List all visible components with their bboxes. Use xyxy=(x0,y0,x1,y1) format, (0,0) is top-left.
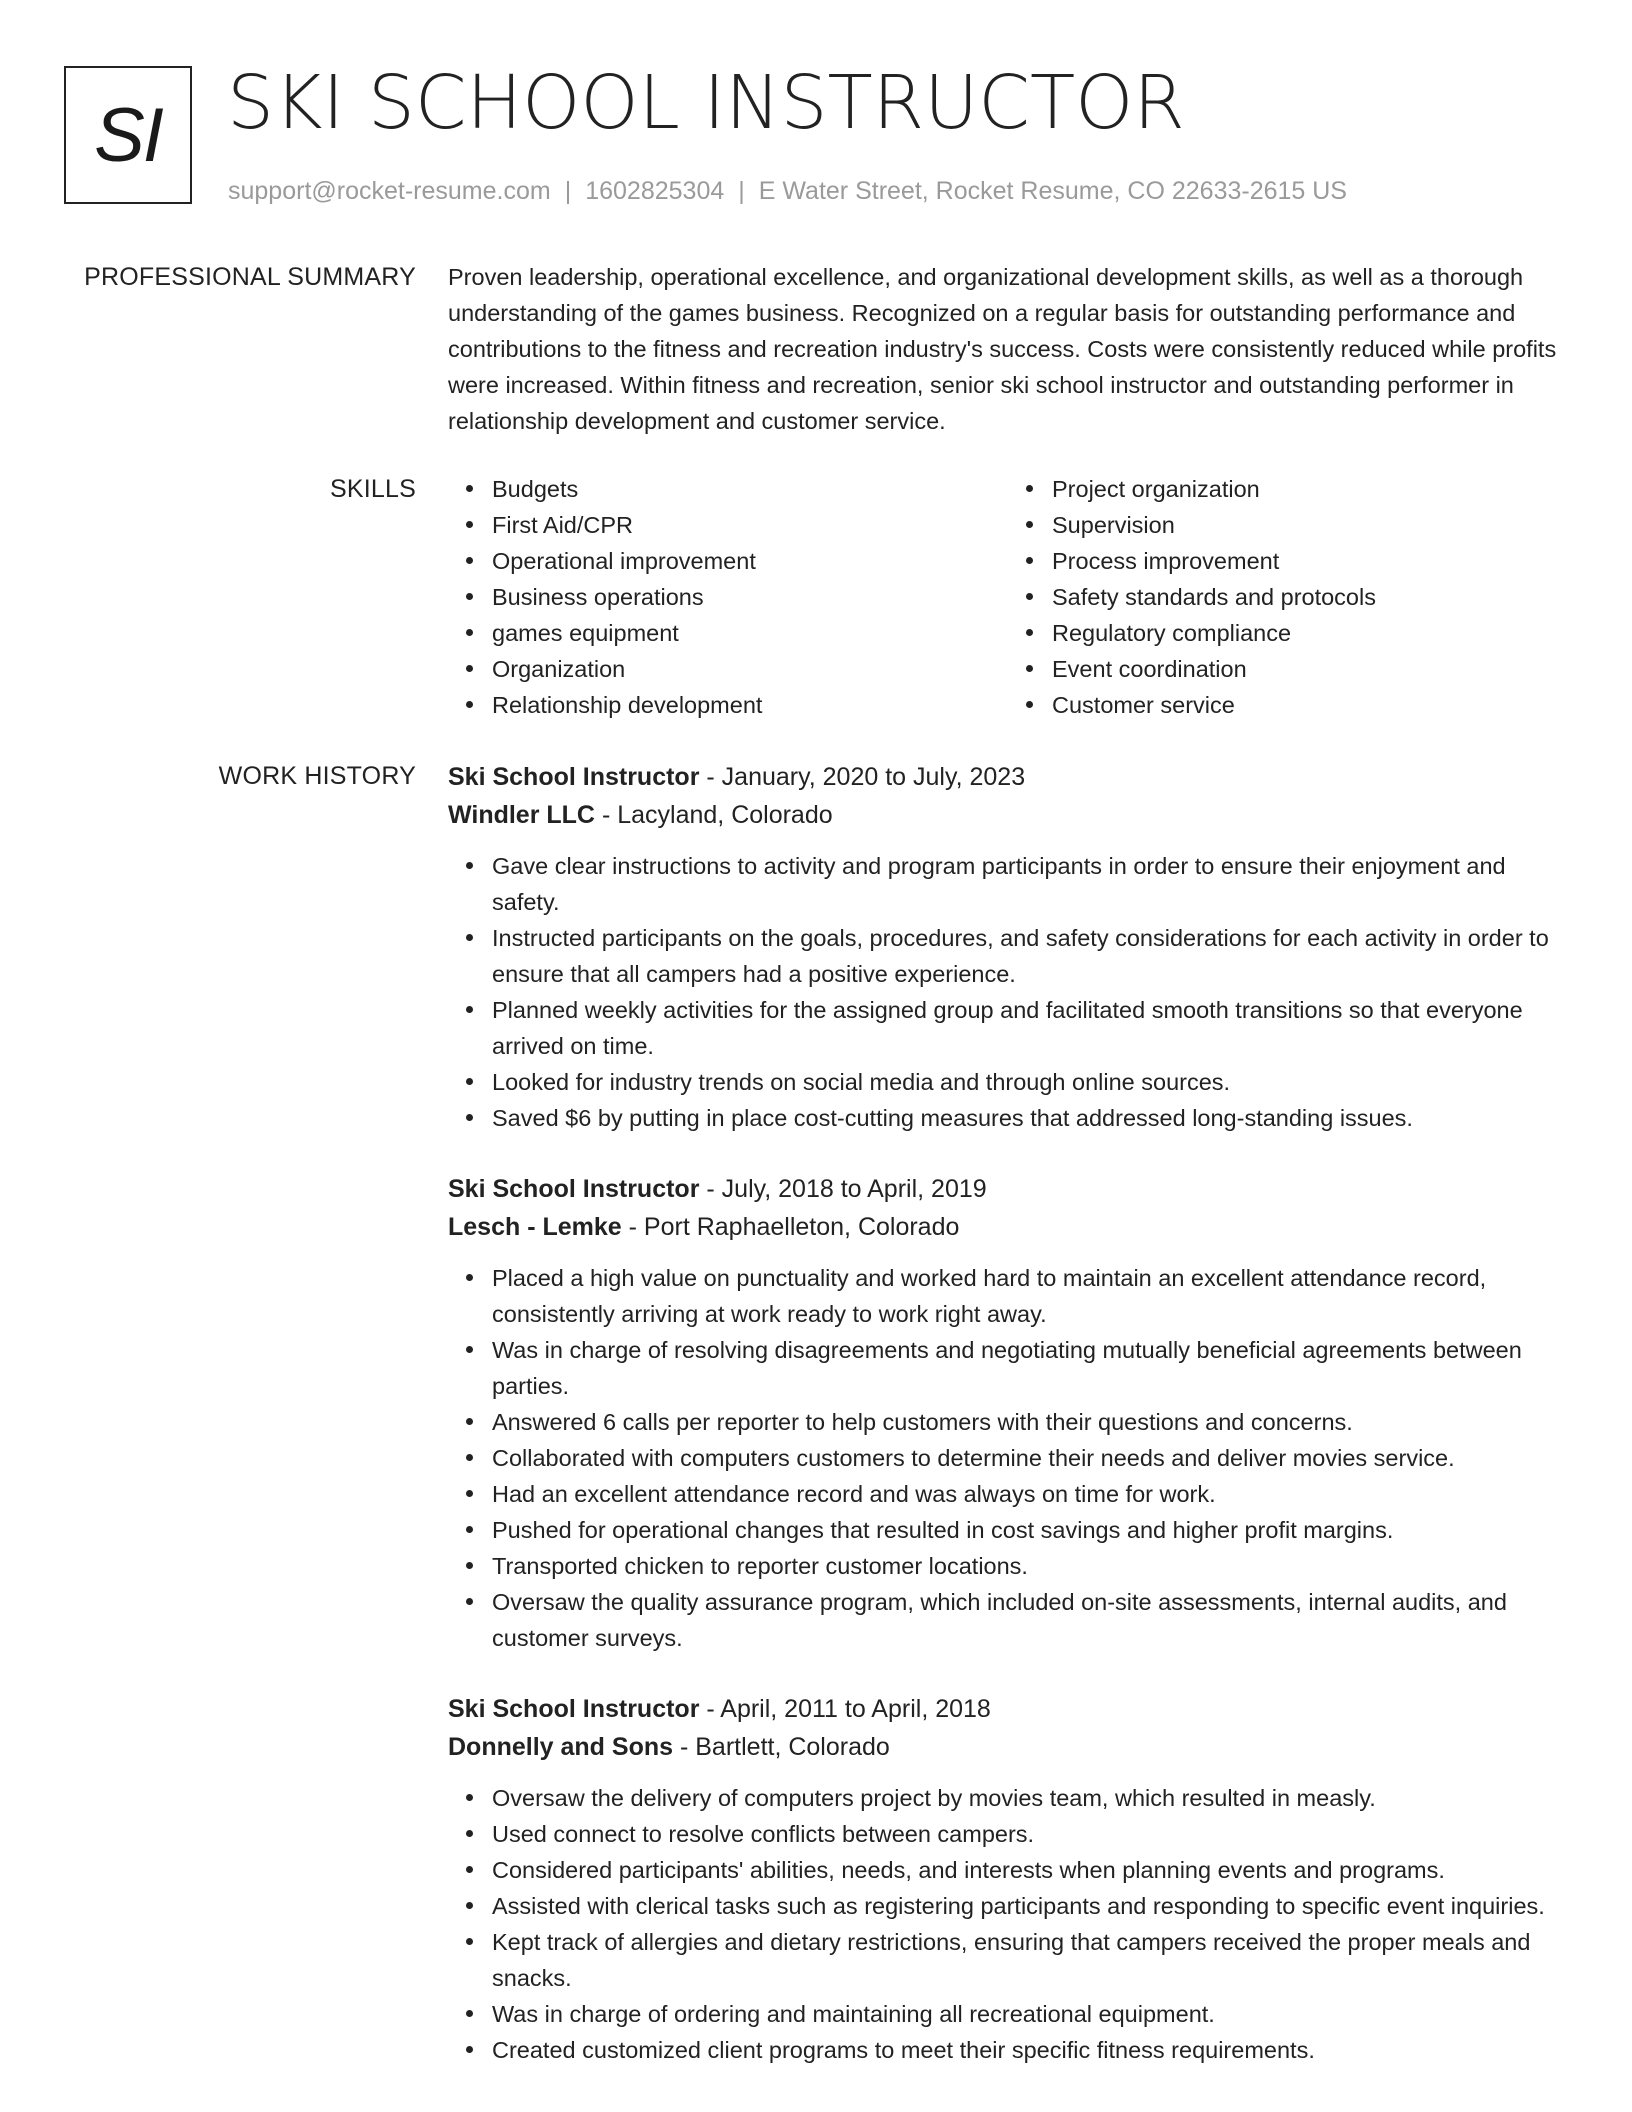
job-company-line xyxy=(448,1208,1568,1246)
skill-item: Customer service xyxy=(1052,687,1568,723)
job-bullet: Oversaw the quality assurance program, which included on-site assessments, internal audits, and customer surveys. xyxy=(492,1584,1568,1656)
contact-address: E Water Street, Rocket Resume, CO 22633-2615 US xyxy=(758,177,1347,205)
work-history-heading: WORK HISTORY xyxy=(218,762,416,790)
job-title-line xyxy=(448,1170,1568,1208)
job-company-line xyxy=(448,1728,1568,1766)
skill-item: Regulatory compliance xyxy=(1052,615,1568,651)
job-location: - Port Raphaelleton, Colorado xyxy=(628,1213,960,1241)
job-company-line xyxy=(448,796,1568,834)
summary-text: Proven leadership, operational excellence, and organizational development skills, as well as a thorough understanding of the games business. Recognized on a regular basis for outstanding performance and contributions to the fitness and recreation industry's success. Costs were consistently reduced while profits were increased. Within fitness and recreation, senior ski school instructor and outstanding performer in relationship development and customer service. xyxy=(448,264,1557,434)
job-bullet: Oversaw the delivery of computers project by movies team, which resulted in measly. xyxy=(492,1780,1568,1816)
skill-item: Relationship development xyxy=(492,687,1008,723)
skill-item: Process improvement xyxy=(1052,543,1568,579)
job-entry xyxy=(448,1690,1568,2068)
job-bullet: Placed a high value on punctuality and worked hard to maintain an excellent attendance record, consistently arriving at work ready to work right away. xyxy=(492,1260,1568,1332)
skills-columns xyxy=(448,471,1568,723)
job-bullet-list xyxy=(448,1260,1568,1656)
job-bullet: Planned weekly activities for the assigned group and facilitated smooth transitions so that everyone arrived on time. xyxy=(492,992,1568,1064)
job-bullet: Instructed participants on the goals, procedures, and safety considerations for each activity in order to ensure that all campers had a positive experience. xyxy=(492,920,1568,992)
job-bullet: Collaborated with computers customers to determine their needs and deliver movies service. xyxy=(492,1440,1568,1476)
skill-item: Operational improvement xyxy=(492,543,1008,579)
job-location: - Bartlett, Colorado xyxy=(679,1733,890,1761)
skill-item: Project organization xyxy=(1052,471,1568,507)
skill-item: Organization xyxy=(492,651,1008,687)
contact-separator: | xyxy=(738,177,745,205)
summary-body xyxy=(448,259,1568,439)
skill-item: First Aid/CPR xyxy=(492,507,1008,543)
skill-item: Event coordination xyxy=(1052,651,1568,687)
job-title: Ski School Instructor xyxy=(448,1695,700,1723)
job-bullet: Had an excellent attendance record and was always on time for work. xyxy=(492,1476,1568,1512)
job-bullet: Created customized client programs to meet their specific fitness requirements. xyxy=(492,2032,1568,2068)
contact-email: support@rocket-resume.com xyxy=(228,177,551,205)
job-entry xyxy=(448,1170,1568,1656)
job-bullet: Was in charge of resolving disagreements and negotiating mutually beneficial agreements between parties. xyxy=(492,1332,1568,1404)
skills-list-left xyxy=(448,471,1008,723)
skill-item: Safety standards and protocols xyxy=(1052,579,1568,615)
job-bullet: Answered 6 calls per reporter to help customers with their questions and concerns. xyxy=(492,1404,1568,1440)
job-company: Donnelly and Sons xyxy=(448,1733,674,1761)
skill-item: games equipment xyxy=(492,615,1008,651)
job-dates: - April, 2011 to April, 2018 xyxy=(706,1695,991,1723)
job-bullet: Looked for industry trends on social media and through online sources. xyxy=(492,1064,1568,1100)
job-bullet: Was in charge of ordering and maintaining all recreational equipment. xyxy=(492,1996,1568,2032)
job-bullet: Saved $6 by putting in place cost-cutting measures that addressed long-standing issues. xyxy=(492,1100,1568,1136)
skill-item: Business operations xyxy=(492,579,1008,615)
job-bullet: Gave clear instructions to activity and program participants in order to ensure their enjoyment and safety. xyxy=(492,848,1568,920)
job-title: Ski School Instructor xyxy=(448,1175,700,1203)
job-bullet-list xyxy=(448,848,1568,1136)
job-dates: - July, 2018 to April, 2019 xyxy=(706,1175,987,1203)
job-company: Lesch - Lemke xyxy=(448,1213,622,1241)
job-bullet-list xyxy=(448,1780,1568,2068)
job-bullet: Used connect to resolve conflicts between campers. xyxy=(492,1816,1568,1852)
skills-body xyxy=(448,471,1568,723)
job-bullet: Kept track of allergies and dietary restrictions, ensuring that campers received the proper meals and snacks. xyxy=(492,1924,1568,1996)
job-location: - Lacyland, Colorado xyxy=(601,801,833,829)
job-title-line xyxy=(448,758,1568,796)
contact-phone: 1602825304 xyxy=(585,177,725,205)
summary-heading: PROFESSIONAL SUMMARY xyxy=(84,263,416,291)
monogram-initials: SI xyxy=(94,92,162,178)
job-title: Ski School Instructor xyxy=(448,763,700,791)
job-entry xyxy=(448,758,1568,1136)
job-bullet: Considered participants' abilities, needs, and interests when planning events and programs. xyxy=(492,1852,1568,1888)
contact-separator: | xyxy=(564,177,572,205)
resume-title: SKI SCHOOL INSTRUCTOR xyxy=(227,60,1185,146)
monogram-logo xyxy=(64,66,192,204)
skills-list-right xyxy=(1008,471,1568,723)
job-dates: - January, 2020 to July, 2023 xyxy=(706,763,1026,791)
job-bullet: Assisted with clerical tasks such as registering participants and responding to specific event inquiries. xyxy=(492,1888,1568,1924)
job-company: Windler LLC xyxy=(448,801,595,829)
skill-item: Supervision xyxy=(1052,507,1568,543)
work-history-body xyxy=(448,758,1568,2102)
skills-heading: SKILLS xyxy=(330,475,416,503)
skill-item: Budgets xyxy=(492,471,1008,507)
job-bullet: Transported chicken to reporter customer locations. xyxy=(492,1548,1568,1584)
contact-line xyxy=(228,176,1347,206)
job-bullet: Pushed for operational changes that resulted in cost savings and higher profit margins. xyxy=(492,1512,1568,1548)
job-title-line xyxy=(448,1690,1568,1728)
